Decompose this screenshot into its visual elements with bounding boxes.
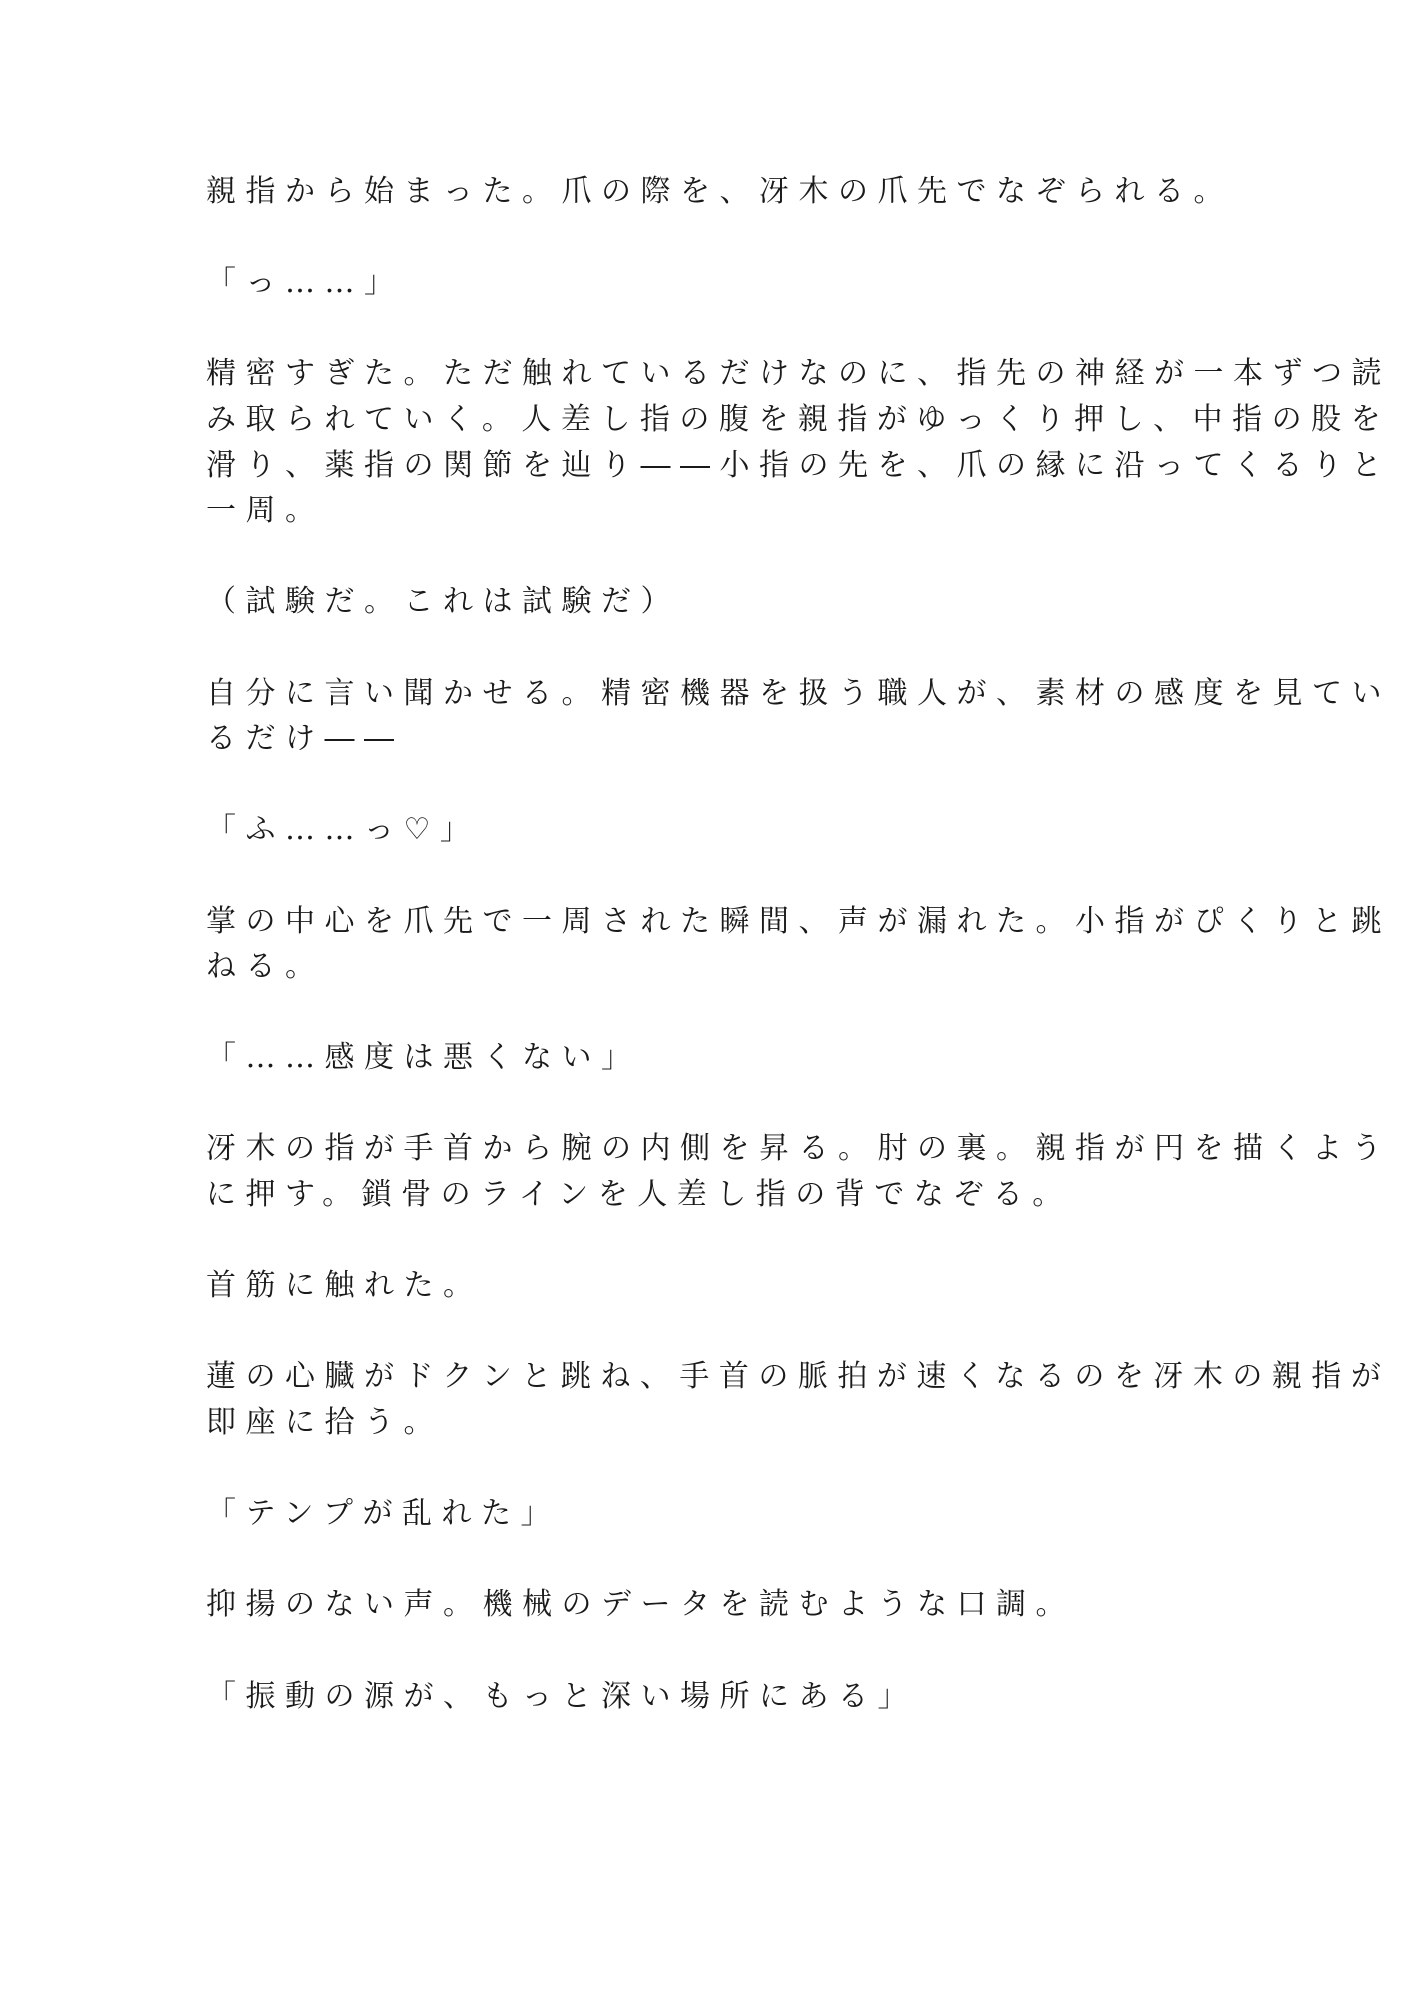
paragraph xyxy=(206,260,1186,306)
paragraph xyxy=(206,807,1186,853)
paragraph xyxy=(206,899,1391,990)
paragraph xyxy=(206,169,1233,215)
text-line: 掌の中心を爪先で一周された瞬間、声が漏れた。小指がぴくりと跳 xyxy=(206,903,1391,939)
text-line: 親指から始まった。爪の際を、冴木の爪先でなぞられる。 xyxy=(206,174,1233,209)
text-line: 「っ……」 xyxy=(206,265,404,301)
paragraph xyxy=(206,1354,1391,1445)
text-line: ねる。 xyxy=(206,949,325,985)
text-line: 「テンプが乱れた」 xyxy=(206,1496,560,1532)
text-line: （試験だ。これは試験だ） xyxy=(206,584,680,620)
text-line: 「振動の源が、もっと深い場所にある」 xyxy=(206,1678,917,1714)
paragraph xyxy=(206,1491,1186,1537)
text-line: に押す。鎖骨のラインを人差し指の背でなぞる。 xyxy=(206,1177,1072,1213)
paragraph xyxy=(206,1126,1391,1217)
paragraph xyxy=(206,1674,1186,1720)
paragraph xyxy=(206,1582,1186,1628)
paragraph xyxy=(206,579,1186,625)
paragraph xyxy=(206,1035,1186,1081)
text-line: 抑揚のない声。機械のデータを読むような口調。 xyxy=(206,1587,1075,1623)
text-line: 一周。 xyxy=(206,493,325,529)
text-line: 「……感度は悪くない」 xyxy=(206,1040,641,1076)
document-page xyxy=(206,169,1391,1765)
text-line: 精密すぎた。ただ触れているだけなのに、指先の神経が一本ずつ読 xyxy=(206,356,1391,392)
text-line: 滑り、薬指の関節を辿り――小指の先を、爪の縁に沿ってくるりと xyxy=(206,447,1391,483)
paragraph xyxy=(206,671,1391,762)
text-line: 自分に言い聞かせる。精密機器を扱う職人が、素材の感度を見てい xyxy=(206,675,1391,711)
text-line: み取られていく。人差し指の腹を親指がゆっくり押し、中指の股を xyxy=(206,401,1391,437)
text-line: 即座に拾う。 xyxy=(206,1405,443,1441)
text-line: るだけ―― xyxy=(206,721,404,757)
text-line: 蓮の心臓がドクンと跳ね、手首の脈拍が速くなるのを冴木の親指が xyxy=(206,1359,1391,1395)
paragraph xyxy=(206,1263,1186,1309)
text-line: 「ふ……っ♡」 xyxy=(206,812,480,848)
text-line: 冴木の指が手首から腕の内側を昇る。肘の裏。親指が円を描くよう xyxy=(206,1131,1391,1167)
text-line: 首筋に触れた。 xyxy=(206,1268,483,1304)
paragraph xyxy=(206,351,1391,533)
